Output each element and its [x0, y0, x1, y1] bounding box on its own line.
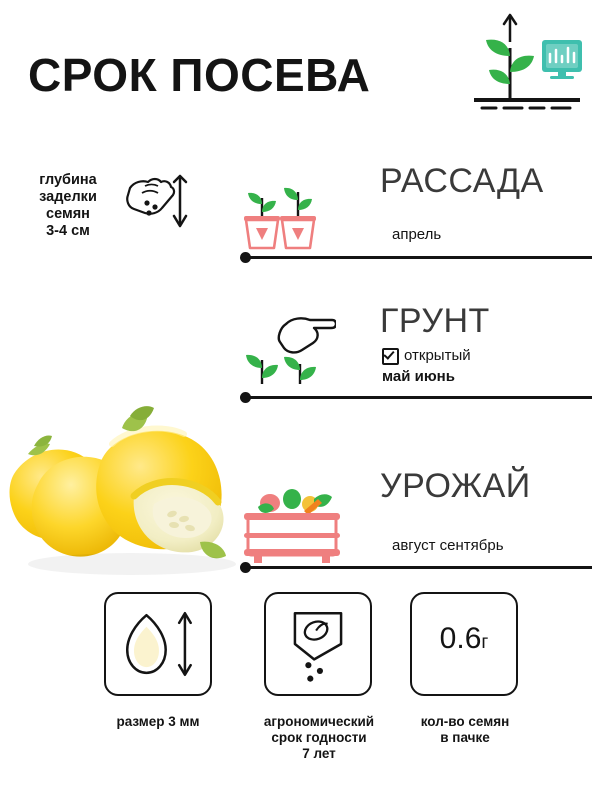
depth-line-3: семян: [46, 206, 90, 222]
seed-shelf-life-icon: [266, 594, 370, 694]
sprout-monitor-icon: [466, 12, 588, 120]
sowing-depth-block: [22, 168, 190, 248]
section-seedling: [240, 160, 580, 270]
shelf-life-line-1: агрономический: [263, 714, 375, 729]
seedling-rule: [248, 256, 592, 259]
depth-line-4: 3-4 см: [46, 223, 90, 239]
section-ground-option: открытый: [404, 347, 471, 364]
shelf-life-line-3: 7 лет: [302, 746, 336, 761]
section-ground: [240, 300, 580, 410]
quantity-line-2: в пачке: [440, 730, 490, 745]
open-ground-checkbox[interactable]: [382, 348, 399, 365]
ground-rule: [248, 396, 592, 399]
badge-seed-quantity-caption: [392, 714, 538, 746]
section-ground-months: май июнь: [382, 368, 455, 385]
badge-seed-quantity: [410, 592, 518, 696]
seed-size-icon: [106, 594, 210, 694]
badge-shelf-life: [264, 592, 372, 696]
harvest-rule: [248, 566, 592, 569]
hand-planting-ground-icon: [240, 312, 336, 392]
shelf-life-line-2: срок годности: [271, 730, 367, 745]
badge-shelf-life-caption: [234, 714, 404, 762]
badge-seed-size-caption: размер 3 мм: [116, 714, 200, 729]
depth-line-2: заделки: [39, 189, 97, 205]
section-harvest-months: август сентябрь: [392, 537, 504, 554]
weight-number: 0.6: [439, 622, 482, 655]
section-harvest: [240, 465, 580, 575]
seedling-pots-icon: [240, 172, 336, 252]
badge-seed-size: [104, 592, 212, 696]
weight-unit: г: [481, 632, 489, 653]
sowing-depth-label: [22, 172, 114, 240]
section-seedling-months: апрель: [392, 226, 442, 243]
section-ground-heading: ГРУНТ: [380, 302, 490, 340]
section-seedling-heading: РАССАДА: [380, 162, 544, 200]
hand-sowing-depth-icon: [118, 168, 190, 242]
page-title: СРОК ПОСЕВА: [28, 49, 371, 101]
section-harvest-heading: УРОЖАЙ: [380, 467, 531, 505]
seed-weight-value: [412, 622, 516, 656]
depth-line-1: глубина: [39, 172, 97, 188]
yellow-patty-pan-squash-photo: [4, 386, 260, 582]
quantity-line-1: кол-во семян: [420, 714, 510, 729]
